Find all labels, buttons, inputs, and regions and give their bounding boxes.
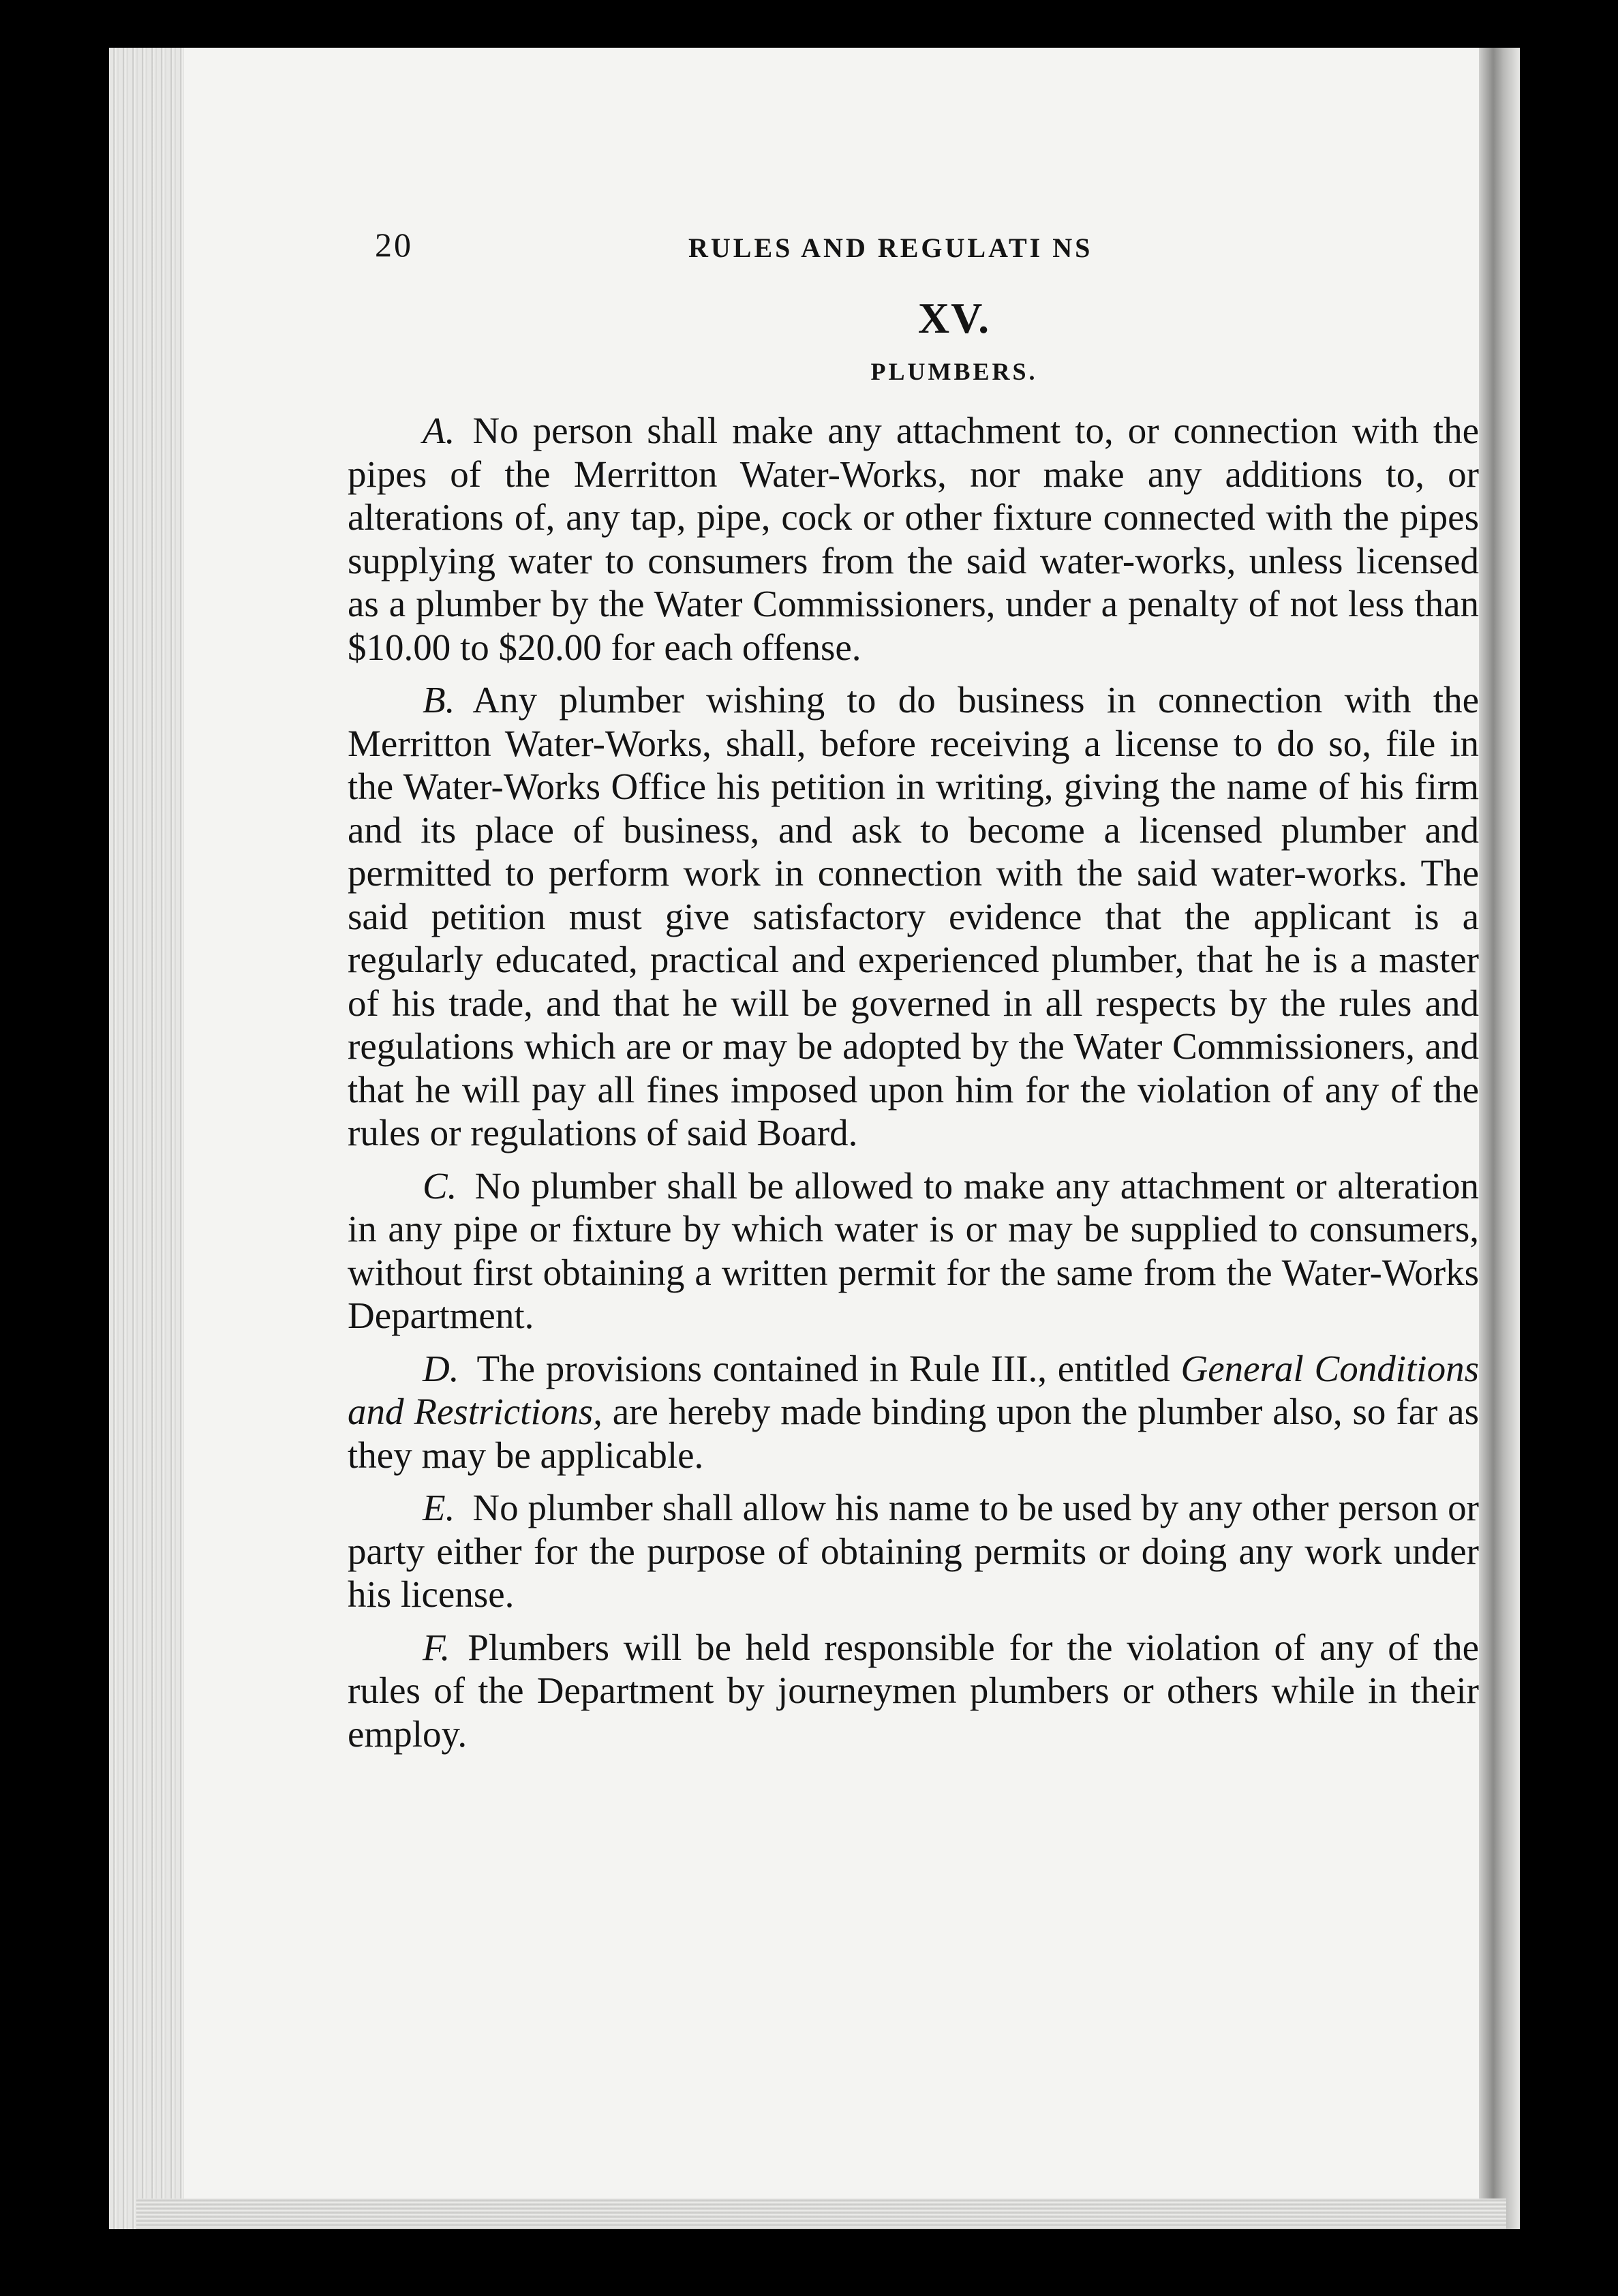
paragraph-label: D. bbox=[423, 1347, 459, 1389]
paragraph-f bbox=[348, 1626, 1479, 1756]
page-number: 20 bbox=[375, 226, 413, 264]
paragraph-text: Any plumber wishing to do business in connection with the Merritton Water-Works, shall, before receiving a license to do so, file in the Water-Works Office his petition in writing, giving the name of his firm and its place of business, and ask to become a licensed plumber and permitted to perform work in connection with the said water-works. The said petition must give satisfactory evidence that the applicant is a regularly educated, practical and experienced plumber, that he is a master of his trade, and that he will be governed in all respects by the rules and regulations which are or may be adopted by the Water Commissioners, and that he will pay all fines imposed upon him for the violation of any of the rules or regulations of said Board. bbox=[348, 679, 1479, 1153]
italic-rule-title: General Conditions and Restrictions, bbox=[348, 1347, 1479, 1432]
paragraph-text: The provisions contained in Rule III., entitled bbox=[476, 1347, 1170, 1389]
paragraph-e bbox=[348, 1486, 1479, 1616]
section-title: PLUMBERS. bbox=[870, 358, 1038, 385]
section-number: XV. bbox=[917, 294, 991, 342]
paragraph-label: E. bbox=[423, 1487, 455, 1528]
paragraph-c bbox=[348, 1164, 1479, 1338]
paragraph-label: C. bbox=[423, 1164, 457, 1207]
paragraph-text: No plumber shall allow his name to be used by any other person or party either for the purpose of obtaining permits or doing any work under his license. bbox=[348, 1487, 1479, 1615]
paragraph-text: No plumber shall be allowed to make any attachment or alteration in any pipe or fixture by which water is or may be supplied to consumers, without first obtaining a written permit for the same from the Water-Works Department. bbox=[348, 1164, 1479, 1336]
running-title: RULES AND REGULATI NS bbox=[688, 232, 1093, 263]
paragraph-text: Plumbers will be held responsible for the violation of any of the rules of the Department by journeymen plumbers or others while in their employ. bbox=[348, 1626, 1479, 1755]
page-text bbox=[348, 205, 1479, 1765]
paragraph-text: are hereby made binding upon the plumber also, so far as they may be applicable. bbox=[348, 1391, 1479, 1476]
page-gutter-shadow bbox=[1479, 48, 1520, 2229]
paragraph-b bbox=[348, 678, 1479, 1155]
paragraph-label: F. bbox=[423, 1626, 451, 1668]
paragraph-label: A. bbox=[423, 410, 455, 451]
page-edges-left bbox=[109, 48, 184, 2229]
paragraph-label: B. bbox=[423, 679, 455, 721]
paragraph-a bbox=[348, 409, 1479, 669]
page-edges-bottom bbox=[136, 2199, 1506, 2229]
paragraph-text: No person shall make any attachment to, or connection with the pipes of the Merritton Water-Works, nor make any additions to, or alterations of, any tap, pipe, cock or other fixture connected with the pipes supplying water to consumers from the said water-works, unless licensed as a plumber by the Water Commissioners, under a penalty of not less than $10.00 to $20.00 for each offense. bbox=[348, 410, 1479, 668]
paragraph-d bbox=[348, 1347, 1479, 1477]
page-header bbox=[348, 205, 1479, 280]
